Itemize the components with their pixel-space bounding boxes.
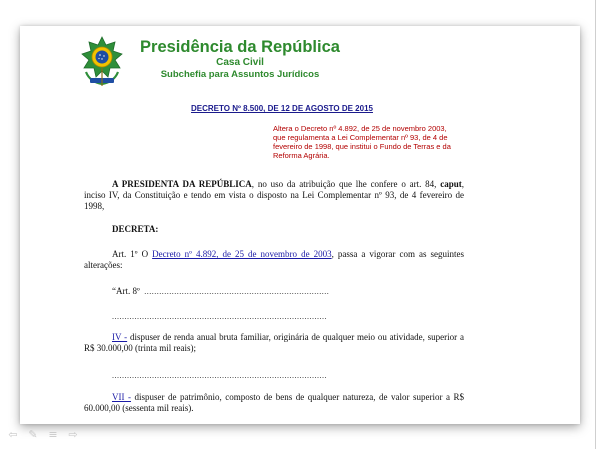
header-text [130, 38, 350, 81]
decree-summary: Altera o Decreto nº 4.892, de 25 de novembro 2003, que regulamenta a Lei Complementar nº 93, de 4 de fevereiro de 1998, que institui o Fundo de Terras e da Reforma Agrária. [273, 124, 451, 160]
coat-of-arms-icon [80, 36, 124, 88]
ellipsis-dots: ...................................................................................... [112, 312, 327, 321]
ellipsis-line [84, 311, 492, 322]
item-vii-paragraph [84, 392, 464, 414]
article-8-line [84, 286, 492, 297]
decreta-heading: DECRETA: [112, 224, 159, 234]
prev-arrow-icon[interactable]: ⇦ [8, 428, 18, 441]
presidency-title: Presidência da República [140, 38, 340, 56]
preamble-bold: A PRESIDENTA DA REPÚBLICA [112, 179, 252, 189]
preamble-paragraph [84, 179, 464, 212]
pen-icon[interactable]: ✎ [28, 428, 38, 441]
viewer-controls [6, 428, 80, 442]
ellipsis-line [84, 370, 492, 381]
item-iv-text: dispuser de renda anual bruta familiar, originária de qualquer meio ou atividade, superior a R$ 30.000,00 (trinta mil reais); [84, 332, 464, 353]
article-8-label: “Art. 8º [112, 286, 140, 296]
decree-4892-link[interactable]: Decreto nº 4.892, de 25 de novembro de 2003 [152, 249, 332, 259]
preamble-text-b: , inciso IV, da Constituição e tendo em vista o disposto na Lei Complementar nº 93, de 4 fevereiro de 1998, [84, 179, 464, 211]
menu-icon[interactable]: ≡ [48, 428, 58, 441]
ellipsis-dots: ...................................................................................... [112, 371, 327, 380]
article-1-prefix: Art. 1º O [112, 249, 153, 259]
decree-title-link[interactable]: DECRETO Nº 8.500, DE 12 DE AGOSTO DE 2015 [191, 104, 373, 113]
next-arrow-icon[interactable]: ⇨ [68, 428, 78, 441]
article-1-suffix: , passa a vigorar com as seguintes alterações: [84, 249, 464, 270]
preamble-text-a: , no uso da atribuição que lhe confere o art. 84, [251, 179, 441, 189]
item-vii-link[interactable]: VII - [112, 392, 131, 402]
item-iv-paragraph [84, 332, 464, 354]
ellipsis-dots: .......................................................................... [144, 287, 330, 296]
legal-affairs-subtitle: Subchefia para Assuntos Jurídicos [160, 69, 320, 80]
article-1-paragraph [84, 249, 464, 271]
government-header [80, 36, 340, 96]
casa-civil-subtitle: Casa Civil [216, 57, 264, 68]
preamble-caput: caput [440, 179, 462, 189]
item-vii-text: dispuser de patrimônio, composto de bens de qualquer natureza, de valor superior a R$ 60.000,00 (sessenta mil reais). [84, 392, 464, 413]
item-iv-link[interactable]: IV - [112, 332, 128, 342]
document-page [20, 26, 580, 424]
viewer-edge [595, 0, 596, 449]
